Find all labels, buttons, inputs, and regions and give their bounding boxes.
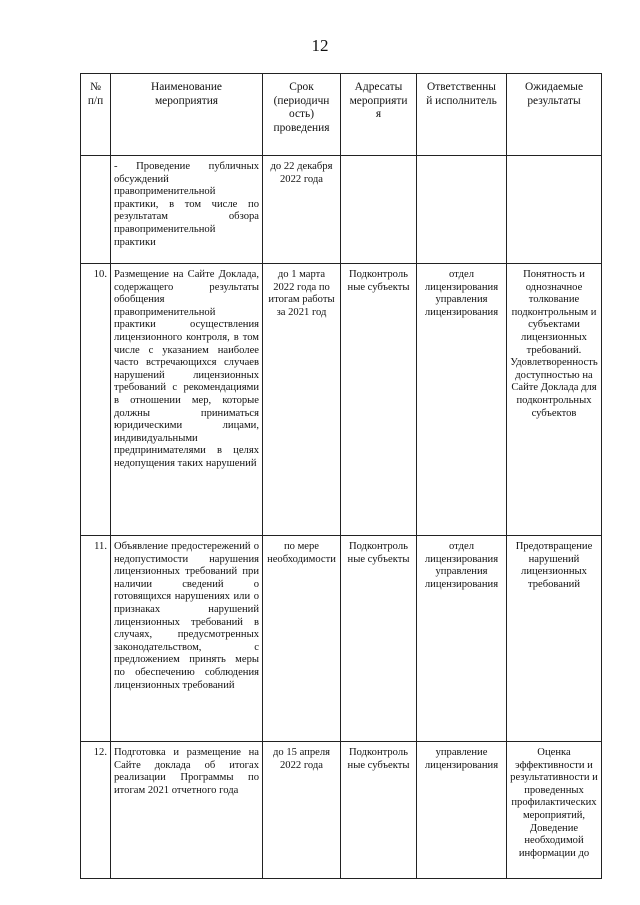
- row-number: [81, 156, 111, 264]
- header-responsible: Ответственны й исполнитель: [417, 74, 507, 156]
- header-term: Срок (периодичн ость) проведения: [263, 74, 341, 156]
- row-responsible: управление лицензирования: [417, 742, 507, 879]
- row-addressees: Подконтроль ные субъекты: [341, 536, 417, 742]
- header-name: Наименование мероприятия: [111, 74, 263, 156]
- row-term: до 1 марта 2022 года по итогам работы за 2021 год: [263, 264, 341, 536]
- row-addressees: Подконтроль ные субъекты: [341, 742, 417, 879]
- row-name: Объявление предостережений о недопустимости нарушения лицензионных требований при наличии сведений о готовящихся нарушениях или о признаках нарушений лицензионных требований в случаях, предусмотренных законодательством, с предложением принять меры по обеспечению соблюдения лицензионных требований: [111, 536, 263, 742]
- row-term: по мере необходимости: [263, 536, 341, 742]
- header-addressees: Адресаты мероприяти я: [341, 74, 417, 156]
- row-results: Предотвращение нарушений лицензионных требований: [507, 536, 602, 742]
- row-responsible: [417, 156, 507, 264]
- row-name: Подготовка и размещение на Сайте доклада об итогах реализации Программы по итогам 2021 отчетного года: [111, 742, 263, 879]
- row-name: Размещение на Сайте Доклада, содержащего результаты обобщения правоприменительной практики осуществления лицензионного контроля, в том числе с указанием наиболее часто встречающихся случаев нарушений лицензионных требований с рекомендациями в отношении мер, которые должны приниматься юридическими лицами, индивидуальными предпринимателями в целях недопущения таких нарушений: [111, 264, 263, 536]
- table-row: [81, 536, 602, 742]
- header-number: № п/п: [81, 74, 111, 156]
- row-number: 10.: [81, 264, 111, 536]
- row-responsible: отдел лицензирования управления лицензирования: [417, 264, 507, 536]
- row-results: Оценка эффективности и результативности и проведенных профилактических мероприятий, Доведение необходимой информации до: [507, 742, 602, 879]
- row-number: 12.: [81, 742, 111, 879]
- table-header-row: [81, 74, 602, 156]
- page-number: 12: [311, 36, 329, 55]
- row-number: 11.: [81, 536, 111, 742]
- row-results: [507, 156, 602, 264]
- row-addressees: Подконтроль ные субъекты: [341, 264, 417, 536]
- header-results: Ожидаемые результаты: [507, 74, 602, 156]
- row-term: до 15 апреля 2022 года: [263, 742, 341, 879]
- table-row: [81, 156, 602, 264]
- measures-table: [80, 73, 602, 879]
- row-term: до 22 декабря 2022 года: [263, 156, 341, 264]
- table-row: [81, 742, 602, 879]
- row-responsible: отдел лицензирования управления лицензирования: [417, 536, 507, 742]
- row-results: Понятность и однозначное толкование подконтрольным и субъектами лицензионных требований. Удовлетворенность доступностью на Сайте Доклада для подконтрольных субъектов: [507, 264, 602, 536]
- row-addressees: [341, 156, 417, 264]
- row-name: - Проведение публичных обсуждений правоприменительной практики, в том числе по результатам обзора правоприменительной практики: [111, 156, 263, 264]
- table-row: [81, 264, 602, 536]
